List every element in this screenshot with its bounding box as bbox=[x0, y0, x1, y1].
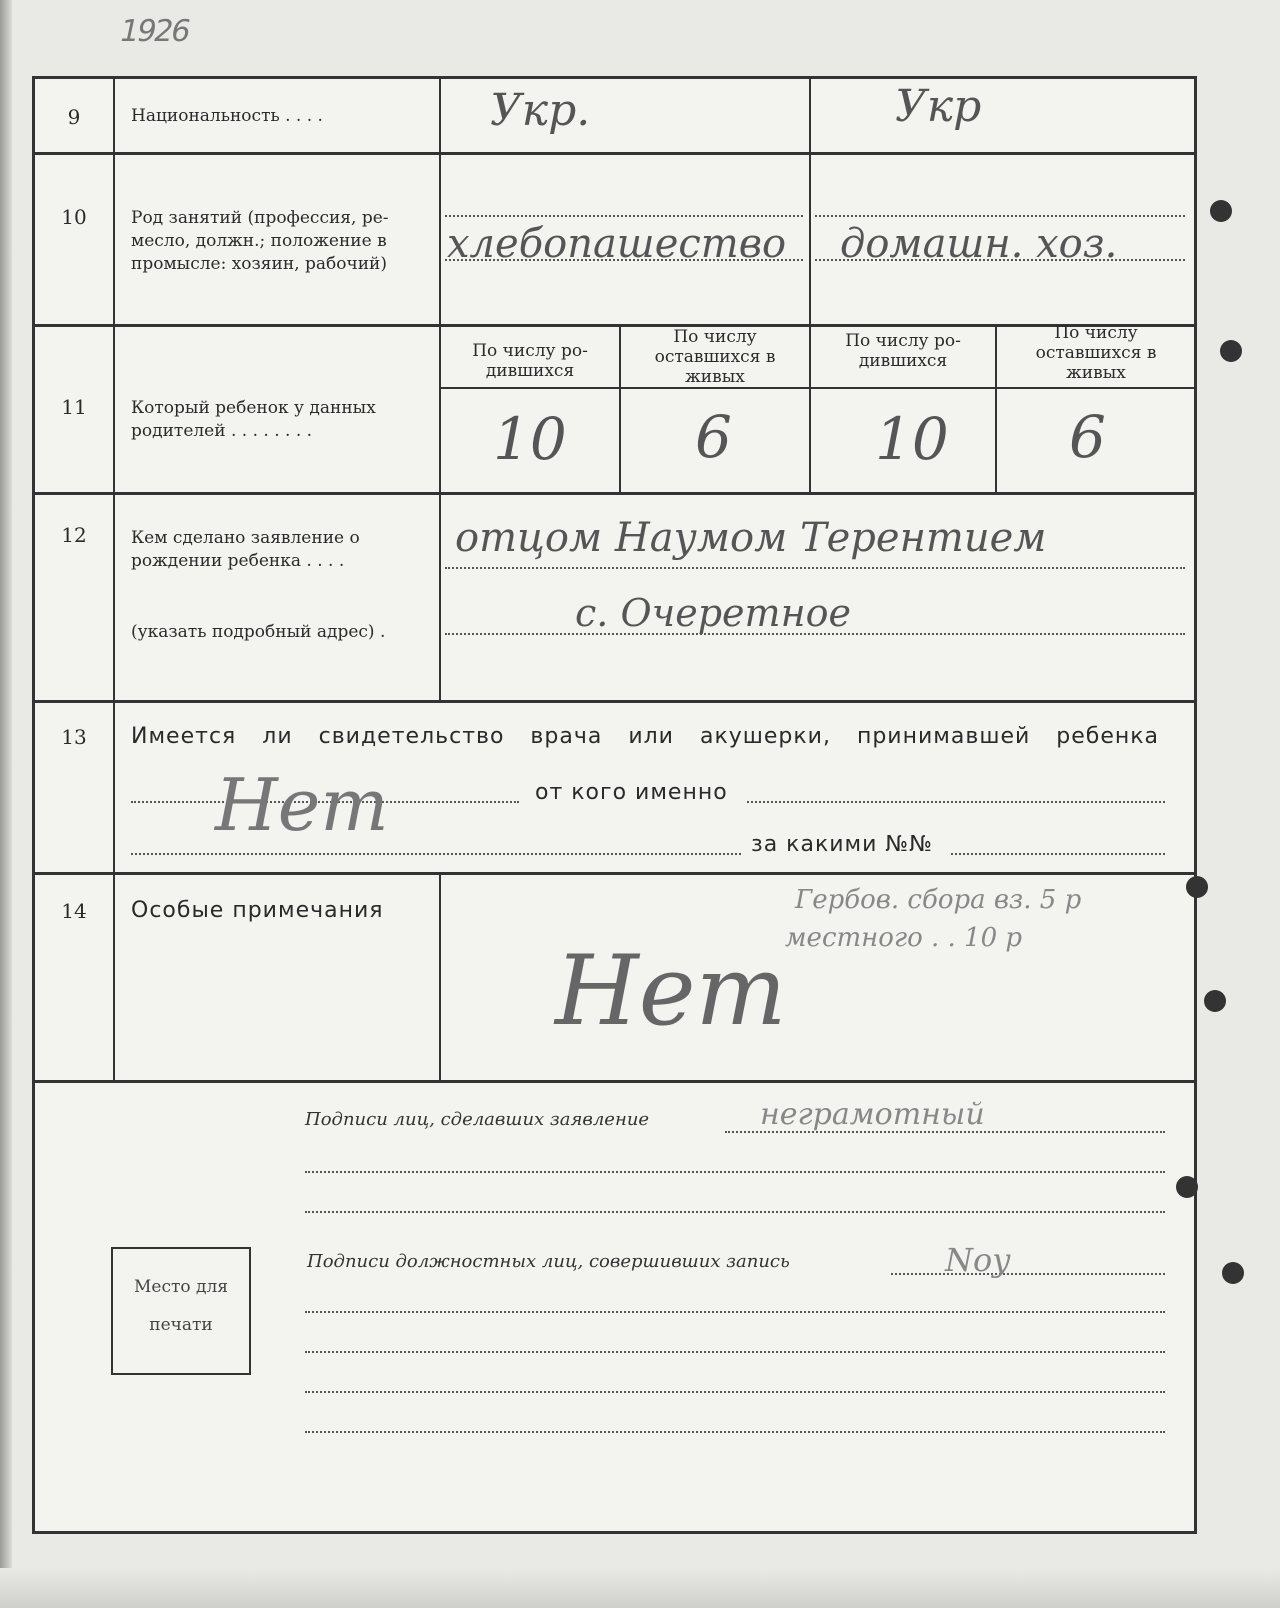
row-medical-certificate bbox=[35, 703, 1194, 875]
row-declarant bbox=[35, 495, 1194, 703]
row-child-order bbox=[35, 323, 1194, 495]
mother-alive-count: 6 bbox=[1069, 403, 1106, 471]
declarants-signature-value: неграмотный bbox=[760, 1097, 985, 1132]
row-label: Который ребенок у данных родителей . . . . . . . . bbox=[131, 398, 376, 441]
binding-hole bbox=[1186, 876, 1208, 898]
binding-hole bbox=[1210, 200, 1232, 222]
stamp-duty-line2: местного . . 10 р bbox=[785, 923, 1023, 953]
father-occupation: хлебопашество bbox=[447, 221, 787, 267]
declarants-signature-label: Подписи лиц, сделавших заявление bbox=[305, 1109, 650, 1130]
row-label: Национальность . . . . bbox=[131, 106, 323, 126]
col-born-father: По числу ро- дившихся bbox=[472, 341, 588, 381]
row-number: 12 bbox=[35, 495, 115, 700]
from-whom-label: от кого именно bbox=[535, 780, 728, 805]
binding-hole bbox=[1222, 1262, 1244, 1284]
col-alive-father: По числу оставшихся в живых bbox=[654, 327, 776, 387]
row-occupation bbox=[35, 155, 1194, 327]
mother-nationality: Укр bbox=[895, 81, 982, 132]
row-label: Род занятий (профессия, ре- месло, должн.; положение в промысле: хозяин, рабочий) bbox=[131, 208, 389, 274]
row-label: Особые примечания bbox=[131, 898, 384, 923]
father-alive-count: 6 bbox=[695, 403, 732, 471]
row-question: Имеется ли свидетельство врача или акушерки, принимавшей ребенка bbox=[131, 724, 1160, 749]
mother-born-count: 10 bbox=[875, 405, 949, 473]
row-number: 13 bbox=[35, 703, 115, 872]
binding-hole bbox=[1204, 990, 1226, 1012]
page-edge bbox=[0, 0, 12, 1608]
row-number: 11 bbox=[35, 327, 115, 492]
row-number: 9 bbox=[35, 79, 115, 152]
row-number: 10 bbox=[35, 155, 115, 324]
which-numbers-label: за какими №№ bbox=[751, 832, 934, 857]
corner-mark: 1926 bbox=[116, 14, 193, 49]
notes-answer: Нет bbox=[555, 935, 787, 1047]
row-number: 14 bbox=[35, 875, 115, 1080]
father-nationality: Укр. bbox=[490, 85, 591, 136]
row-nationality bbox=[35, 79, 1194, 155]
binding-hole bbox=[1176, 1176, 1198, 1198]
col-alive-mother: По числу оставшихся в живых bbox=[1035, 323, 1157, 383]
row-special-notes bbox=[35, 875, 1194, 1083]
mother-occupation: домашн. хоз. bbox=[840, 221, 1118, 267]
row-label: Кем сделано заявление о рождении ребенка . . . . bbox=[131, 528, 360, 571]
officials-signature-label: Подписи должностных лиц, совершивших запись bbox=[307, 1251, 790, 1272]
page-shadow bbox=[0, 1568, 1280, 1608]
certificate-answer: Нет bbox=[215, 763, 389, 847]
stamp-place: Место для печати bbox=[111, 1247, 251, 1375]
binding-hole bbox=[1220, 340, 1242, 362]
declarant-name: отцом Наумом Терентием bbox=[455, 515, 1047, 561]
col-born-mother: По числу ро- дившихся bbox=[845, 331, 961, 371]
registration-form bbox=[32, 76, 1197, 1534]
officials-signature-value: Noy bbox=[945, 1241, 1011, 1279]
stamp-duty-line1: Гербов. сбора вз. 5 р bbox=[795, 885, 1082, 915]
address-label: (указать подробный адрес) . bbox=[131, 622, 386, 642]
declarant-address: с. Очеретное bbox=[575, 591, 851, 635]
father-born-count: 10 bbox=[493, 405, 567, 473]
